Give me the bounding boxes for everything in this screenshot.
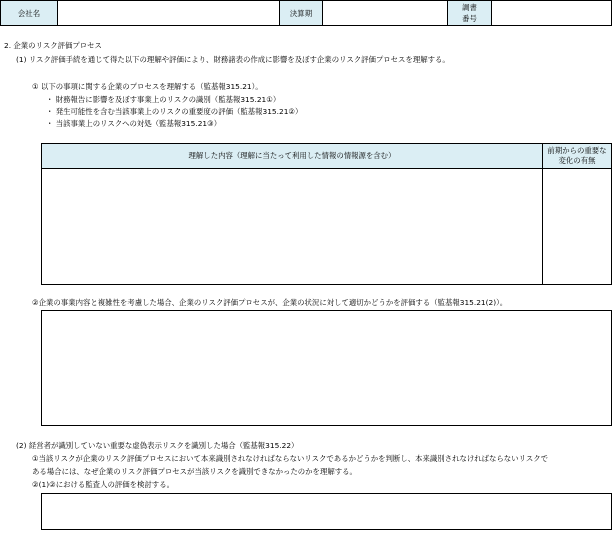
auditor-evaluation-box[interactable] [41,493,612,530]
sub-2-title: ②企業の事業内容と複雑性を考慮した場合、企業のリスク評価プロセスが、企業の状況に対して適切かどうかを評価する（監基報315.21(2)）。 [32,298,508,307]
change-header-line2: 変化の有無 [558,156,596,165]
item-1-text: (1) リスク評価手続を通じて得た以下の理解や評価により、財務諸表の作成に影響を及ぼす企業のリスク評価プロセスを理解する。 [16,55,450,64]
change-header [543,144,612,169]
change-content-cell[interactable] [543,169,612,285]
item-2-line-1: ①当該リスクが企業のリスク評価プロセスにおいて本来識別されなければならないリスクであるかどうかを判断し、本来識別されなければならないリスクで [32,454,548,463]
section-title: 2. 企業のリスク評価プロセス [4,41,102,50]
sub-1-title: ① 以下の事項に関する企業のプロセスを理解する（監基報315.21）。 [32,82,263,91]
understanding-content-cell[interactable] [42,169,543,285]
item-2-text: (2) 経営者が識別していない重要な虚偽表示リスクを識別した場合（監基報315.22） [16,441,299,450]
item-2-line-3: ②(1)②における監査人の評価を検討する。 [32,480,174,489]
bullet-1: ・ 財務報告に影響を及ぼす事業上のリスクの識別（監基報315.21①） [46,95,281,104]
doc-number-label-line1: 調書 [462,3,477,12]
doc-number-label [448,1,492,26]
period-field[interactable] [323,1,448,26]
company-label: 会社名 [1,1,58,26]
understanding-table [41,143,612,285]
change-header-line1: 前期からの重要な [547,146,607,155]
item-2-line-2: ある場合には、なぜ企業のリスク評価プロセスが当該リスクを識別できなかったのかを理解する。 [32,467,357,476]
header-table [0,0,612,26]
period-label: 決算期 [280,1,323,26]
bullet-3: ・ 当該事業上のリスクへの対処（監基報315.21③） [46,119,222,128]
evaluation-box[interactable] [41,310,612,426]
company-field[interactable] [58,1,280,26]
doc-number-field[interactable] [492,1,612,26]
bullet-2: ・ 発生可能性を含む当該事業上のリスクの重要度の評価（監基報315.21②） [46,107,303,116]
understanding-header: 理解した内容（理解に当たって利用した情報の情報源を含む） [42,144,543,169]
doc-number-label-line2: 番号 [462,14,477,23]
